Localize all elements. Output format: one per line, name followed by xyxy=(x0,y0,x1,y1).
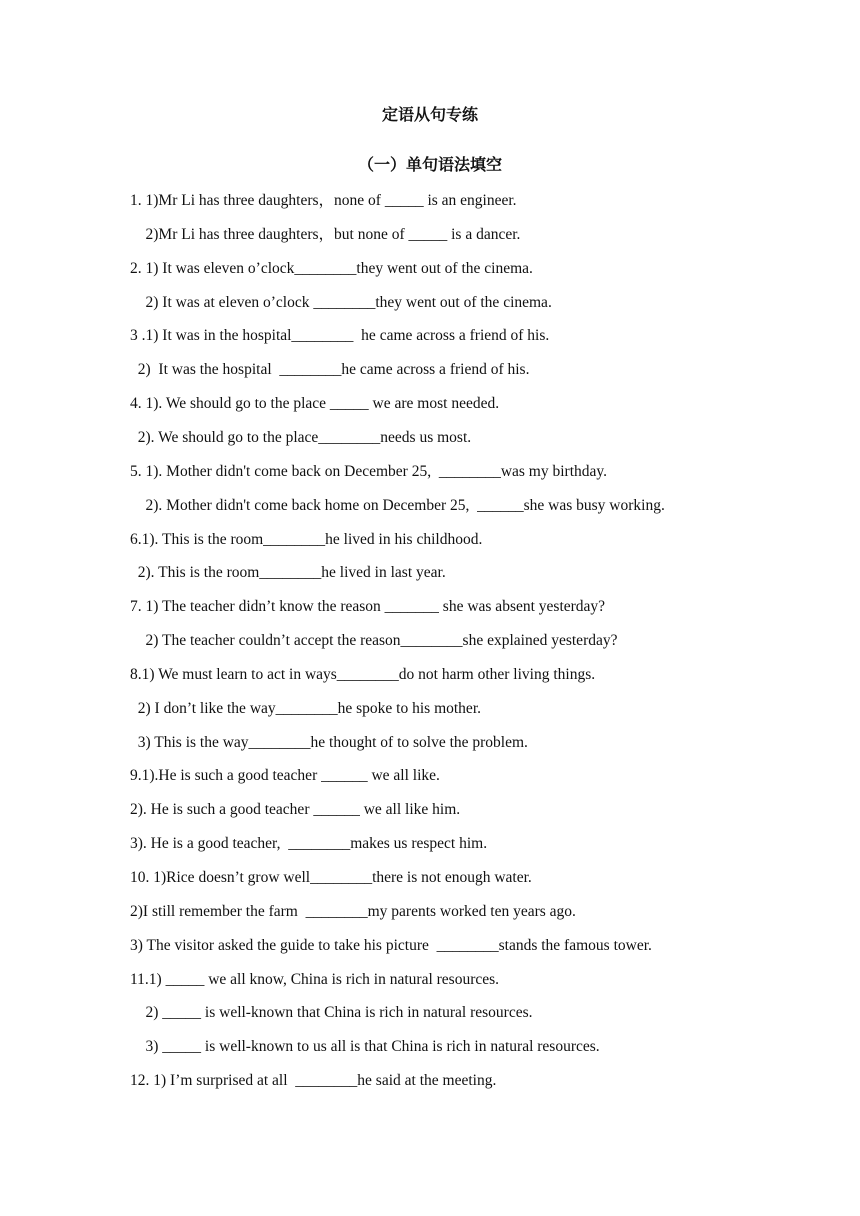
exercise-line: 2). This is the room________he lived in last year. xyxy=(130,564,446,582)
exercise-line: 2) _____ is well-known that China is rich in natural resources. xyxy=(130,1004,533,1022)
exercise-line: 3) The visitor asked the guide to take his picture ________stands the famous tower. xyxy=(130,936,652,954)
exercise-line: 6.1). This is the room________he lived in his childhood. xyxy=(130,530,483,548)
exercise-line: 1. 1)Mr Li has three daughters，none of _____ is an engineer. xyxy=(130,192,517,209)
exercise-line: 10. 1)Rice doesn’t grow well________there is not enough water. xyxy=(130,869,532,886)
exercise-line: 4. 1). We should go to the place _____ we are most needed. xyxy=(130,395,500,413)
exercise-line: 8.1) We must learn to act in ways________do not harm other living things. xyxy=(130,665,596,683)
page-title: 定语从句专练 xyxy=(381,105,478,124)
exercise-line: 12. 1) I’m surprised at all ________he said at the meeting. xyxy=(130,1072,497,1090)
exercise-line: 2)Mr Li has three daughters，but none of _____ is a dancer. xyxy=(130,225,521,243)
exercise-line: 5. 1). Mother didn't come back on December 25, ________was my birthday. xyxy=(130,462,608,480)
exercise-line: 2) It was the hospital ________he came across a friend of his. xyxy=(130,361,530,379)
exercise-line: 2). Mother didn't come back home on December 25, ______she was busy working. xyxy=(130,496,665,514)
exercise-line: 11.1) _____ we all know, China is rich in natural resources. xyxy=(130,970,500,988)
exercise-line: 2)I still remember the farm ________my parents worked ten years ago. xyxy=(130,902,576,920)
exercise-line: 2) I don’t like the way________he spoke to his mother. xyxy=(130,699,481,717)
exercise-line: 2. 1) It was eleven o’clock________they went out of the cinema. xyxy=(130,259,533,277)
exercise-line: 7. 1) The teacher didn’t know the reason _______ she was absent yesterday? xyxy=(130,598,606,616)
exercise-line: 9.1).He is such a good teacher ______ we all like. xyxy=(130,767,440,785)
exercise-line: 3) This is the way________he thought of to solve the problem. xyxy=(130,733,528,751)
exercise-line: 2) It was at eleven o’clock ________they went out of the cinema. xyxy=(130,293,552,311)
exercise-line: 2) The teacher couldn’t accept the reason________she explained yesterday? xyxy=(130,632,618,650)
exercise-line: 3 .1) It was in the hospital________ he came across a friend of his. xyxy=(130,327,550,345)
exercise-line: 3) _____ is well-known to us all is that China is rich in natural resources. xyxy=(130,1038,600,1056)
exercise-line: 2). We should go to the place________needs us most. xyxy=(130,428,472,446)
exercise-line: 3). He is a good teacher, ________makes us respect him. xyxy=(130,835,488,853)
exercise-line: 2). He is such a good teacher ______ we all like him. xyxy=(130,801,461,819)
section-title: （一）单句语法填空 xyxy=(357,155,502,174)
